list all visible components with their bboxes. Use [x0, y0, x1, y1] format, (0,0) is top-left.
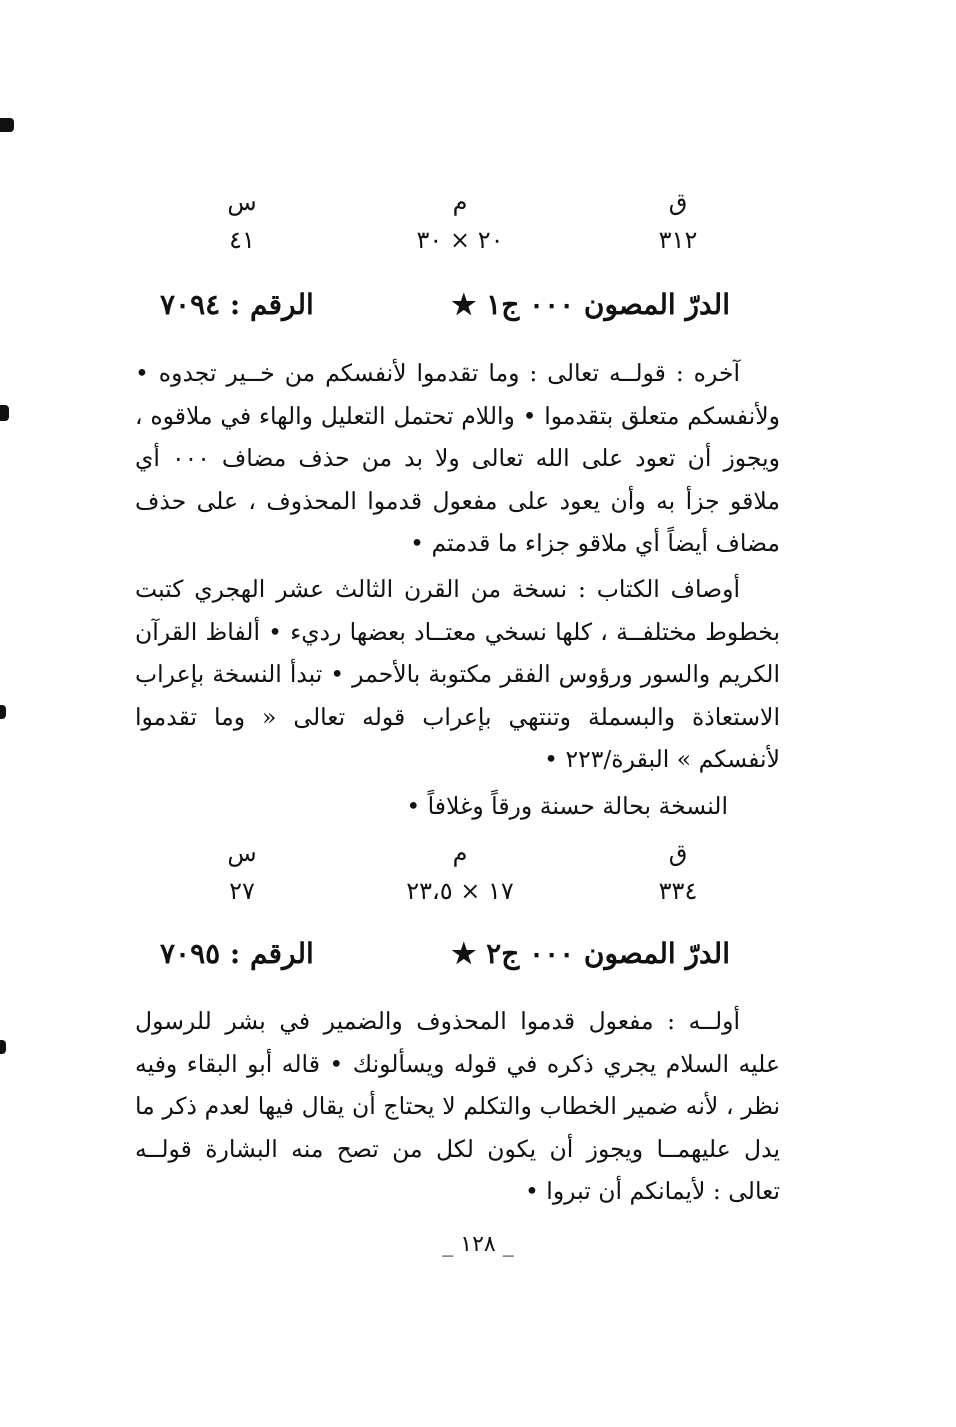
stat-label-s: س — [227, 839, 257, 867]
entry1-title: الدرّ المصون ٠٠٠ ج١ ★ — [451, 288, 730, 321]
stat-value-m: ٢٠ × ٣٠ — [416, 226, 504, 254]
stat-label-m: م — [452, 839, 468, 867]
entry1-description: أوصاف الكتاب : نسخة من القرن الثالث عشر الهجري كتبت بخطوط مختلفــة ، كلها نسخي معتــاد بعضها رديء • ألفاظ القرآن الكريم والسور ورؤوس الفقر مكتوبة بالأحمر • تبدأ النسخة بإعراب الاستعاذة والبسملة وتنتهي بإعراب قوله تعالى « وما تقدموا لأنفسكم » البقرة/٢٢٣ • — [135, 575, 780, 773]
entry2-heading — [150, 932, 740, 982]
top-stats-row — [0, 187, 956, 267]
stat-value-q: ٣٣٤ — [658, 877, 698, 905]
stat-value-q: ٣١٢ — [658, 226, 698, 254]
mid-stats-row — [0, 838, 956, 918]
entry1-heading — [150, 283, 740, 333]
entry2-number: الرقم : ٧٠٩٥ — [160, 937, 314, 970]
stat-value-s: ٤١ — [229, 226, 255, 254]
entry1-end-text: آخره : قولــه تعالى : وما تقدموا لأنفسكم من خــير تجدوه • ولأنفسكم متعلق بتقدموا • واللام تحتمل التعليل والهاء في ملاقوه ، ويجوز أن تعود على الله تعالى ولا بد من حذف مضاف ٠٠٠ أي ملاقو جزأ به وأن يعود على مفعول قدموا المحذوف ، على حذف مضاف أيضاً أي ملاقو جزاء ما قدمتم • — [135, 359, 780, 557]
stat-value-s: ٢٧ — [229, 877, 255, 905]
entry2-title: الدرّ المصون ٠٠٠ ج٢ ★ — [451, 937, 730, 970]
scan-edge-mark — [0, 118, 14, 132]
stat-label-m: م — [452, 188, 468, 216]
stat-label-q: ق — [668, 839, 688, 867]
entry1-condition: النسخة بحالة حسنة ورقاً وغلافاً • — [406, 792, 728, 820]
scan-edge-mark — [0, 1040, 6, 1054]
entry2-begin-text: أولــه : مفعول قدموا المحذوف والضمير في بشر للرسول عليه السلام يجري ذكره في قوله ويسألونك • قاله أبو البقاء وفيه نظر ، لأنه ضمير الخطاب والتكلم لا يحتاج أن يقال فيها لعدم ذكر ما يدل عليهمــا ويجوز أن يكون لكل من تصح منه البشارة قولــه تعالى : لأيمانكم أن تبروا • — [135, 1007, 780, 1205]
scan-edge-mark — [0, 405, 9, 421]
entry1-number: الرقم : ٧٠٩٤ — [160, 288, 314, 321]
stat-label-q: ق — [668, 188, 688, 216]
scan-edge-mark — [0, 705, 6, 719]
stat-label-s: س — [227, 188, 257, 216]
stat-value-m: ١٧ × ٢٣،٥ — [406, 877, 514, 905]
page-number: _ ١٢٨ _ — [442, 1232, 514, 1257]
